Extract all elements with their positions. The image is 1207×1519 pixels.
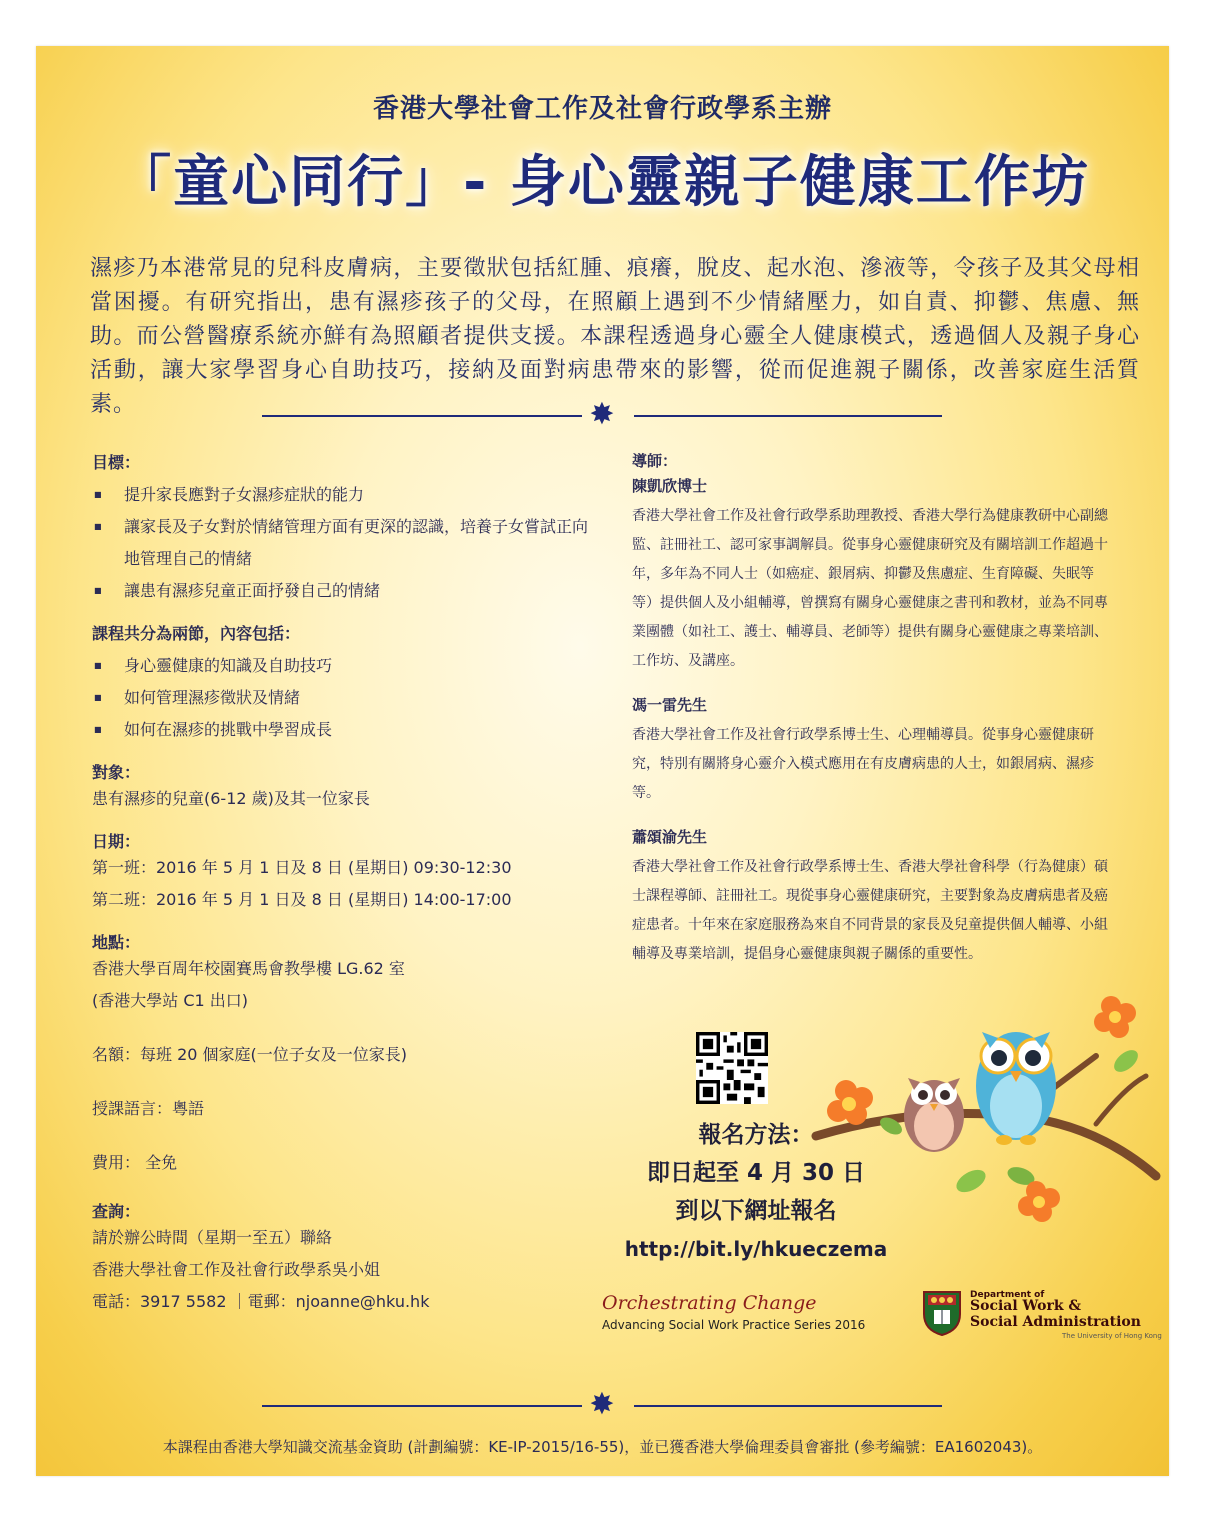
venue-line-2: (香港大學站 C1 出口) — [92, 991, 249, 1010]
series-subtitle: Advancing Social Work Practice Series 2016 — [602, 1318, 866, 1332]
tutor-1-desc: 香港大學社會工作及社會行政學系助理教授、香港大學行為健康教研中心副總監、註冊社工、認可家事調解員。從事身心靈健康研究及有關培訓工作超過十年，多年為不同人士（如癌症、銀屑病、抑鬱及焦慮症、生育障礙、失眠等等）提供個人及小組輔導，曾撰寫有關身心靈健康之書刊和教材，並為不同專業團體（如社工、護士、輔導員、老師等）提供有關身心靈健康之專業培訓、工作坊、及講座。 — [632, 508, 1108, 669]
intro-paragraph: 濕疹乃本港常見的兒科皮膚病，主要徵狀包括紅腫、痕癢，脫皮、起水泡、滲液等，令孩子及其父母相當困擾。有研究指出，患有濕疹孩子的父母，在照顧上遇到不少情緒壓力，如自責、抑鬱、焦慮、無助。而公營醫療系統亦鮮有為照顧者提供支援。本課程透過身心靈全人健康模式，透過個人及親子身心活動，讓大家學習身心自助技巧，接納及面對病患帶來的影響，從而促進親子關係，改善家庭生活質素。 — [90, 256, 1140, 417]
tutor-3-name: 蕭頌渝先生 — [632, 828, 708, 846]
enquiry-heading: 查詢： — [92, 1202, 141, 1221]
series-logo — [602, 1292, 882, 1332]
dept-small-label: Department of — [970, 1290, 1045, 1300]
tutor-2-desc: 香港大學社會工作及社會行政學系博士生、心理輔導員。從事身心靈健康研究，特別有關將身心靈介入模式應用在有皮膚病患的人士，如銀屑病、濕疹等。 — [632, 727, 1094, 801]
series-title: Orchestrating Change — [602, 1292, 817, 1314]
date-class-1: 第一班：2016 年 5 月 1 日及 8 日 (星期日) 09:30-12:30 — [92, 858, 512, 877]
language-text: 授課語言：粵語 — [92, 1099, 205, 1118]
sessions-list — [92, 650, 612, 746]
enquiry-contact[interactable]: 電話：3917 5582 ｜電郵：njoanne@hku.hk — [92, 1292, 430, 1311]
registration-link[interactable]: http://bit.ly/hkueczema — [624, 1237, 888, 1261]
sessions-heading: 課程共分為兩節，內容包括： — [92, 624, 301, 643]
tutor-2-name: 馮一雷先生 — [632, 696, 708, 714]
big-owl-icon — [976, 1032, 1056, 1145]
dept-name: Social Work & Social Administration — [970, 1298, 1141, 1330]
list-item: ■ 如何在濕疹的挑戰中學習成長 — [92, 714, 612, 746]
objectives-list — [92, 479, 612, 607]
qr-code-icon[interactable] — [696, 1032, 768, 1104]
poster — [36, 46, 1169, 1476]
tutors-heading: 導師： — [632, 452, 678, 470]
university-name: The University of Hong Kong — [1062, 1332, 1162, 1340]
organizer-heading: 香港大學社會工作及社會行政學系主辦 — [372, 94, 832, 124]
list-item: ■ 如何管理濕疹徵狀及情緒 — [92, 682, 612, 714]
venue-line-1: 香港大學百周年校園賽馬會教學樓 LG.62 室 — [92, 959, 405, 978]
divider-right — [634, 415, 942, 417]
objectives-heading: 目標： — [92, 453, 141, 472]
details-column — [92, 450, 612, 1318]
registration-deadline: 即日起至 4 月 30 日 — [646, 1160, 866, 1186]
divider-left — [262, 415, 582, 417]
target-heading: 對象： — [92, 763, 141, 782]
list-item: ■ 身心靈健康的知識及自助技巧 — [92, 650, 612, 682]
department-logo — [922, 1286, 1162, 1346]
list-item: ■ 讓家長及子女對於情緒管理方面有更深的認識，培養子女嘗試正向地管理自己的情緒 — [92, 511, 594, 575]
list-item: ■ 讓患有濕疹兒童正面抒發自己的情緒 — [92, 575, 612, 607]
enquiry-line-2: 香港大學社會工作及社會行政學系吳小姐 — [92, 1260, 381, 1279]
registration-instruction: 到以下網址報名 — [675, 1198, 837, 1224]
tutor-3-desc: 香港大學社會工作及社會行政學系博士生、香港大學社會科學（行為健康）碩士課程導師、註冊社工。現從事身心靈健康研究，主要對象為皮膚病患者及癌症患者。十年來在家庭服務為來自不同背景的家長及兒童提供個人輔導、小組輔導及專業培訓，提倡身心靈健康與親子關係的重要性。 — [632, 859, 1108, 962]
university-crest-icon — [922, 1290, 962, 1336]
tutor-1-name: 陳凱欣博士 — [632, 477, 708, 495]
date-class-2: 第二班：2016 年 5 月 1 日及 8 日 (星期日) 14:00-17:00 — [92, 890, 512, 909]
divider-bottom-left — [262, 1405, 582, 1407]
registration-block — [596, 1116, 916, 1268]
list-item: ■ 提升家長應對子女濕疹症狀的能力 — [92, 479, 612, 511]
fee-text: 費用： 全免 — [92, 1153, 178, 1172]
target-text: 患有濕疹的兒童(6-12 歲)及其一位家長 — [92, 789, 370, 808]
star-icon: ✸ — [589, 1387, 615, 1422]
dates-heading: 日期： — [92, 832, 141, 851]
page-title: 「童心同行」- 身心靈親子健康工作坊 — [115, 150, 1090, 215]
tutors-column — [632, 450, 1112, 969]
quota-text: 名額：每班 20 個家庭(一位子女及一位家長) — [92, 1045, 408, 1064]
venue-heading: 地點： — [92, 933, 141, 952]
registration-heading: 報名方法： — [698, 1122, 814, 1148]
funding-note: 本課程由香港大學知識交流基金資助 (計劃編號：KE-IP-2015/16-55)，並已獲香港大學倫理委員會審批 (參考編號：EA1602043)。 — [162, 1438, 1043, 1456]
enquiry-line-1: 請於辦公時間（星期一至五）聯絡 — [92, 1228, 333, 1247]
star-icon: ✸ — [589, 397, 615, 432]
divider-bottom-right — [634, 1405, 942, 1407]
